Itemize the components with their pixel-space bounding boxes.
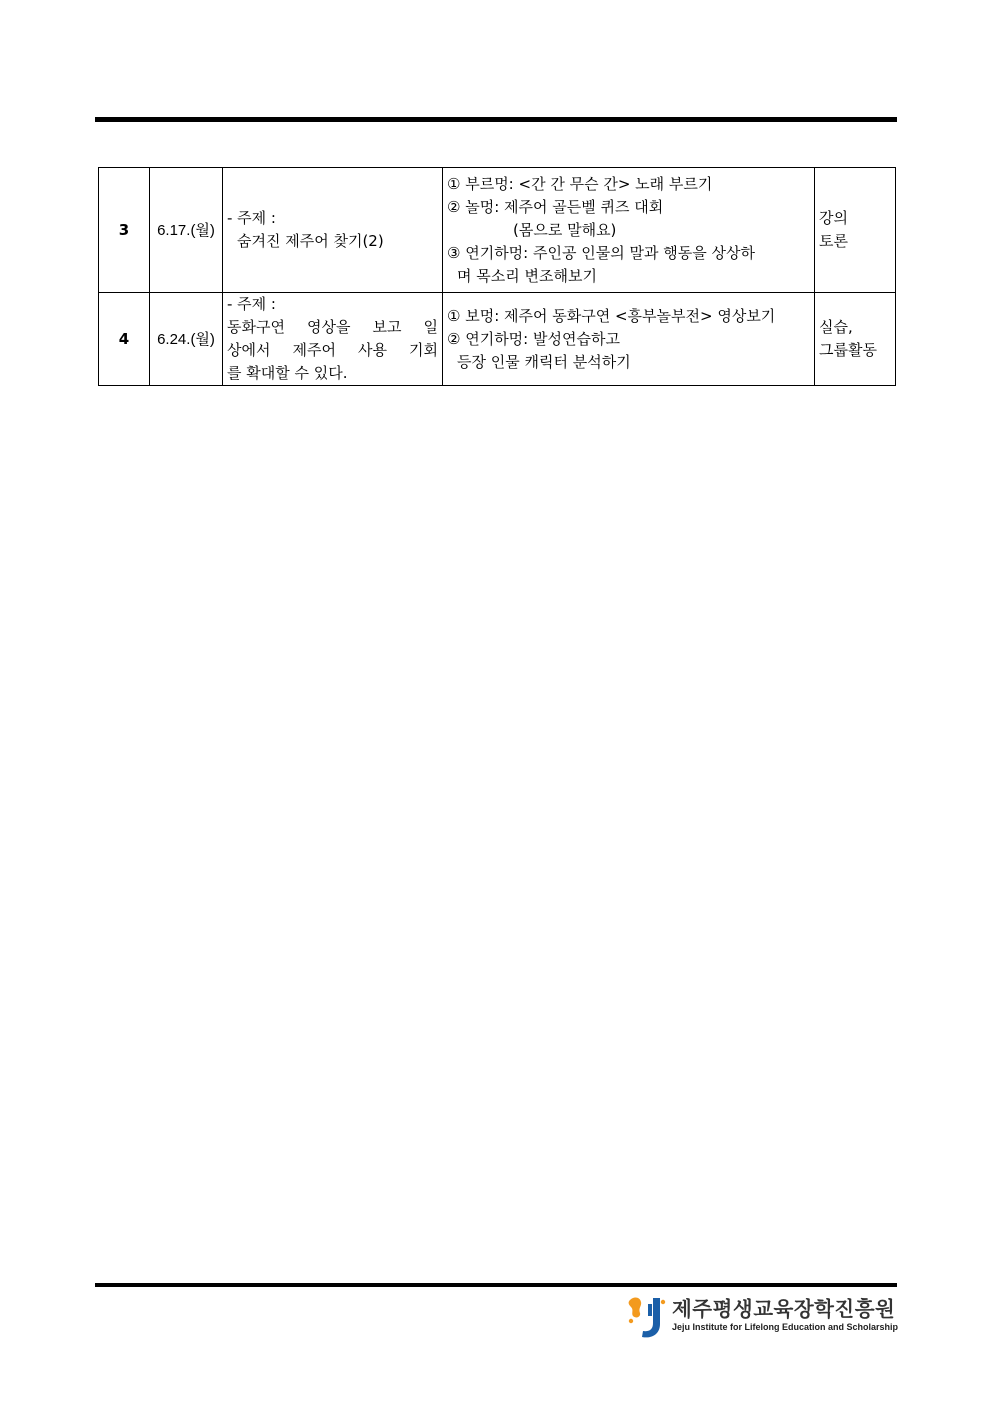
- session-date: 6.24.(월): [150, 293, 223, 386]
- table-row: [99, 293, 896, 386]
- activity-line: ② 연기하멍: 발성연습하고: [447, 329, 620, 348]
- method-line: 그룹활동: [819, 341, 877, 359]
- activity-line: ① 부르멍: <간 간 무슨 간> 노래 부르기: [447, 174, 713, 193]
- session-activities: [443, 168, 815, 293]
- activity-line: ③ 연기하멍: 주인공 인물의 말과 행동을 상상하: [447, 243, 755, 262]
- session-number: 3: [99, 168, 150, 293]
- topic-label: - 주제 :: [227, 295, 276, 313]
- topic-text: 를 확대할 수 있다.: [227, 364, 348, 382]
- table-row: [99, 168, 896, 293]
- session-date: 6.17.(월): [150, 168, 223, 293]
- session-number: 4: [99, 293, 150, 386]
- session-topic: [223, 168, 443, 293]
- footer-rule: [95, 1283, 897, 1287]
- header-rule: [95, 117, 897, 122]
- jeju-institute-logo-icon: [626, 1294, 666, 1340]
- method-line: 강의: [819, 209, 848, 227]
- org-name-english: Jeju Institute for Lifelong Education and Scholarship: [672, 1322, 899, 1332]
- topic-text: 숨겨진 제주어 찾기(2): [237, 232, 384, 250]
- org-logo: [626, 1294, 899, 1340]
- schedule-table: [98, 167, 896, 386]
- session-topic: [223, 293, 443, 386]
- session-activities: [443, 293, 815, 386]
- activity-line: 며 목소리 변조해보기: [457, 266, 597, 285]
- method-line: 실습,: [819, 318, 853, 336]
- activity-line: 등장 인물 캐릭터 분석하기: [457, 352, 631, 371]
- topic-label: - 주제 :: [227, 209, 276, 227]
- session-method: [815, 293, 896, 386]
- topic-text: 동화구연 영상을 보고 일: [227, 318, 438, 336]
- activity-line: ① 보멍: 제주어 동화구연 <흥부놀부전> 영상보기: [447, 306, 776, 325]
- topic-text: 상에서 제주어 사용 기회: [227, 341, 438, 359]
- org-name: 제주평생교육장학진흥원: [672, 1297, 896, 1321]
- activity-line: (몸으로 말해요): [513, 220, 617, 239]
- method-line: 토론: [819, 232, 848, 250]
- session-method: [815, 168, 896, 293]
- activity-line: ② 놀멍: 제주어 골든벨 퀴즈 대회: [447, 197, 664, 216]
